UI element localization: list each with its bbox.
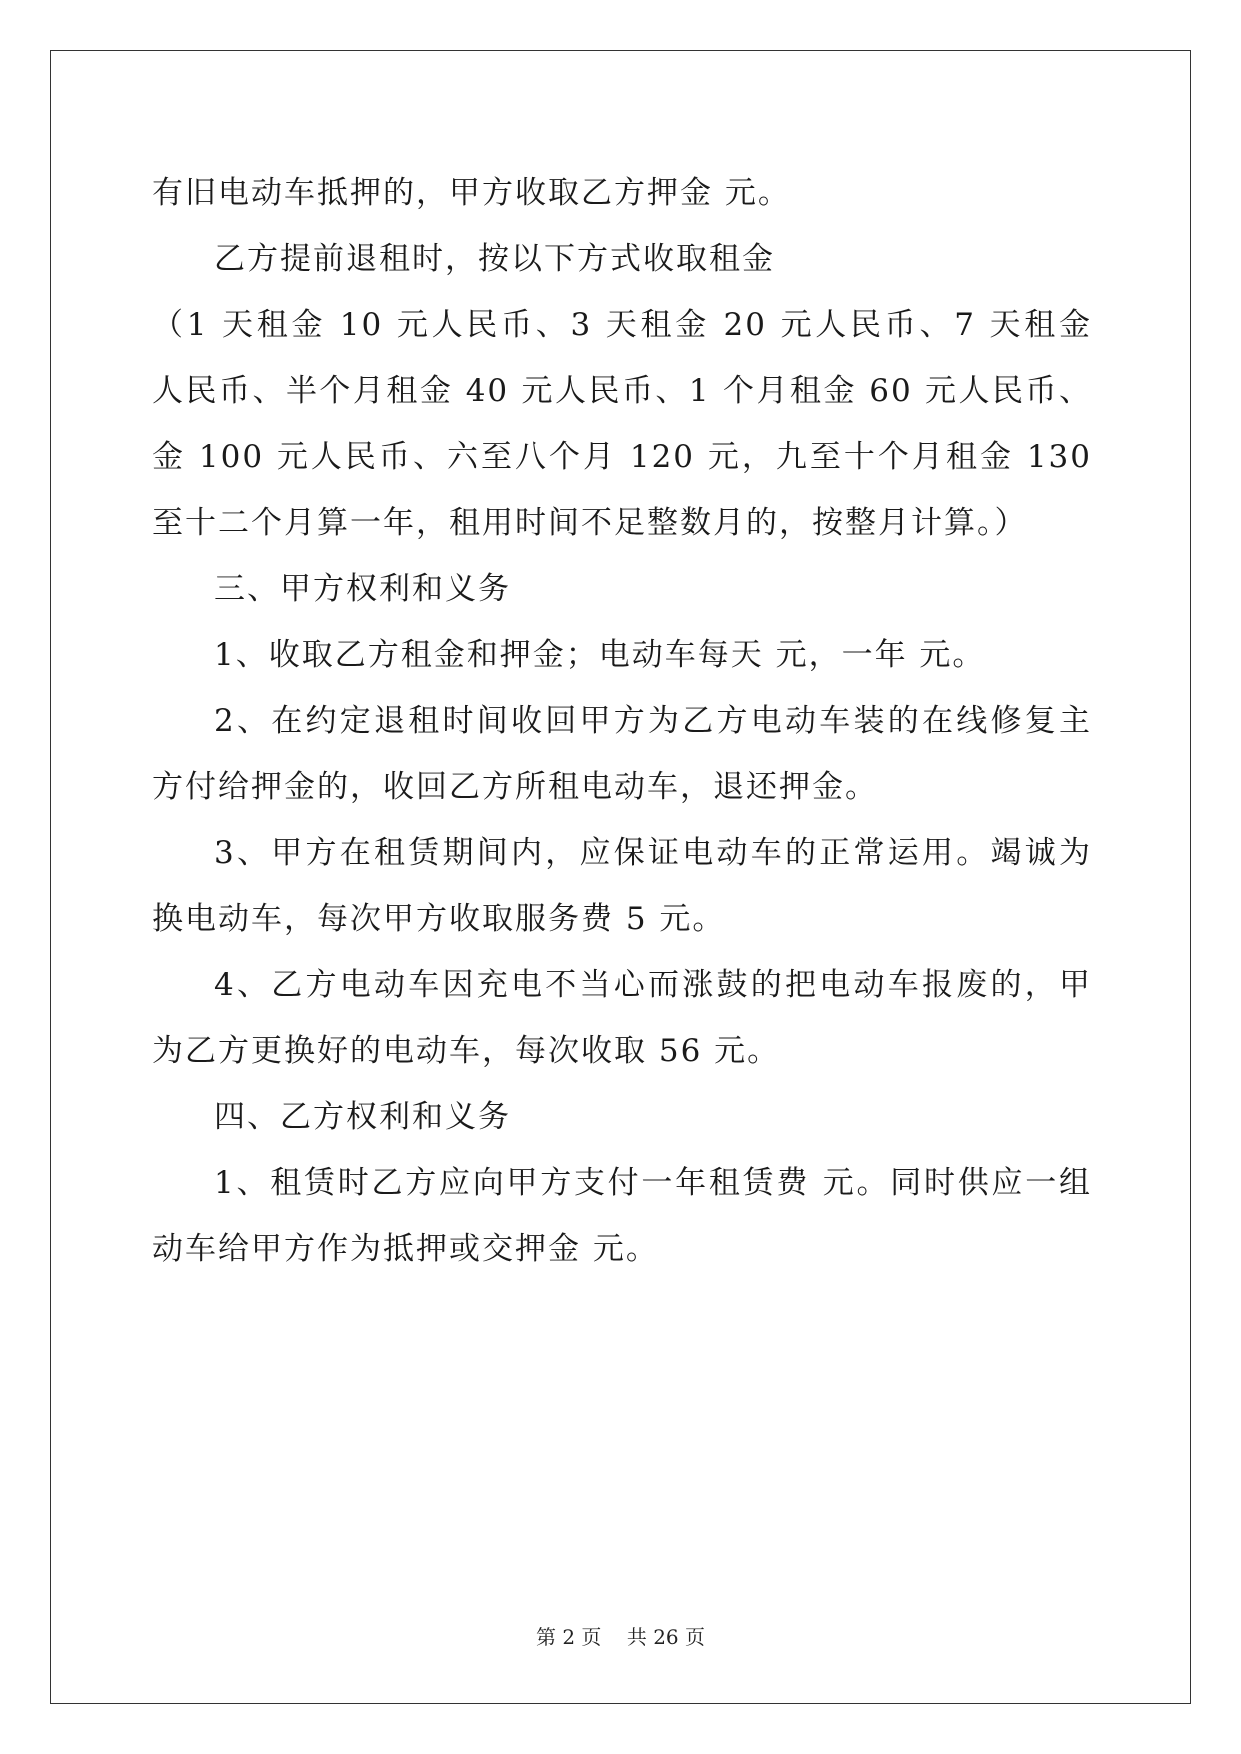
- text-line: 1、租赁时乙方应向甲方支付一年租赁费 元。同时供应一组: [214, 1165, 1092, 1201]
- text-line: 金 100 元人民币、六至八个月 120 元，九至十个月租金 130: [152, 439, 1092, 475]
- section-heading: 四、乙方权利和义务: [214, 1099, 511, 1135]
- text-line: 方付给押金的，收回乙方所租电动车，退还押金。: [152, 769, 878, 805]
- text-line: 4、乙方电动车因充电不当心而涨鼓的把电动车报废的，甲: [214, 967, 1092, 1003]
- text-line: 乙方提前退租时，按以下方式收取租金: [214, 241, 775, 277]
- text-line: 动车给甲方作为抵押或交押金 元。: [152, 1231, 659, 1267]
- text-line: 有旧电动车抵押的，甲方收取乙方押金 元。: [152, 175, 791, 211]
- page-number: 第 2 页 共 26 页: [535, 1625, 706, 1649]
- text-line: 3、甲方在租赁期间内，应保证电动车的正常运用。竭诚为: [214, 835, 1092, 871]
- section-heading: 三、甲方权利和义务: [214, 571, 511, 607]
- text-line: 为乙方更换好的电动车，每次收取 56 元。: [152, 1033, 781, 1069]
- text-line: 1、收取乙方租金和押金；电动车每天 元，一年 元。: [214, 637, 986, 673]
- text-line: 2、在约定退租时间收回甲方为乙方电动车装的在线修复主: [214, 703, 1092, 739]
- text-line: 至十二个月算一年，租用时间不足整数月的，按整月计算。）: [152, 505, 1028, 541]
- document-body: [152, 160, 1092, 1282]
- page-footer: [0, 1625, 1241, 1649]
- text-line: 换电动车，每次甲方收取服务费 5 元。: [152, 901, 726, 937]
- text-line: 人民币、半个月租金 40 元人民币、1 个月租金 60 元人民币、: [152, 373, 1092, 409]
- text-line: （1 天租金 10 元人民币、3 天租金 20 元人民币、7 天租金: [152, 307, 1092, 343]
